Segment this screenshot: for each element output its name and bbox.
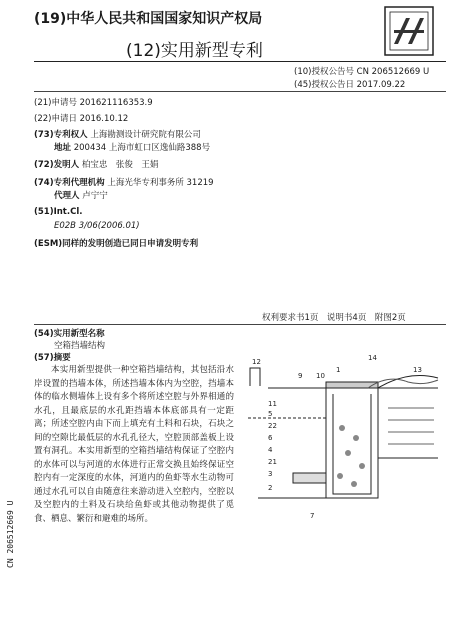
name-label: (54)实用新型名称 <box>34 329 105 339</box>
figure-label: 13 <box>413 366 422 374</box>
document-type-title: (12)实用新型专利 <box>126 41 263 61</box>
figure-label: 11 <box>268 400 277 408</box>
figure-label: 5 <box>268 410 273 418</box>
esm-note <box>34 237 198 249</box>
side-document-code: CN 206512669 U <box>6 500 15 568</box>
holder-value: 上海勘测设计研究院有限公司 <box>90 130 201 140</box>
figure-label: 2 <box>268 484 273 492</box>
figure-label: 7 <box>310 512 315 520</box>
utility-model-name <box>34 327 105 339</box>
section-rule <box>34 91 446 92</box>
inventors <box>34 158 158 170</box>
retaining-wall-figure <box>238 348 448 548</box>
figure-label: 3 <box>268 470 273 478</box>
patent-agency <box>34 176 214 188</box>
abstract-heading <box>34 351 71 363</box>
esm-note-text: (ESM)同样的发明创造已同日申请发明专利 <box>34 239 199 249</box>
patent-holder <box>34 128 201 140</box>
figure-label: 14 <box>368 354 377 362</box>
ipc-label-text: (51)Int.Cl. <box>34 207 83 217</box>
figure-label: 4 <box>268 446 273 454</box>
inventors-value: 柏宝忠 张俊 王娟 <box>81 160 159 170</box>
figure-label: 6 <box>268 434 273 442</box>
application-number: (21)申请号 201621116353.9 <box>34 98 153 108</box>
figure-label: 22 <box>268 422 277 430</box>
figure-label: 10 <box>316 372 325 380</box>
ipc-code: E02B 3/06(2006.01) <box>54 221 140 231</box>
figure-label: 9 <box>298 372 303 380</box>
figure-label: 21 <box>268 458 277 466</box>
abstract-label: (57)摘要 <box>34 353 71 363</box>
inventors-label: (72)发明人 <box>34 160 80 170</box>
page-count: 权利要求书1页 说明书4页 附图2页 <box>262 313 406 323</box>
agency-label: (74)专利代理机构 <box>34 178 105 188</box>
issuer-header: (19)中华人民共和国国家知识产权局 <box>34 11 263 27</box>
utility-model-title: 空箱挡墙结构 <box>54 341 106 351</box>
publication-date: (45)授权公告日 2017.09.22 <box>294 80 406 90</box>
figure-drawing <box>248 368 438 498</box>
agent-label: 代理人 <box>54 191 80 201</box>
ipc-label <box>34 207 83 217</box>
header-rule <box>34 61 446 62</box>
publication-number: (10)授权公告号 CN 206512669 U <box>294 67 430 77</box>
agency-value: 上海光华专利事务所 31219 <box>107 178 214 188</box>
address-value: 200434 上海市虹口区逸仙路388号 <box>73 143 211 153</box>
abstract-rule <box>34 324 446 325</box>
abstract-body: 本实用新型提供一种空箱挡墙结构，其包括沿水岸设置的挡墙本体，所述挡墙本体内为空腔，挡墙本体的临水侧墙体上设有多个将所述空腔与外界相通的水孔，且最底层的水孔距挡墙本体底部具有一定距离；所述空腔内由下而上填充有土料和石块，石块之间的空隙比最低层的水孔孔径大，空腔顶部盖板上设置有洞孔。本实用新型的空箱挡墙结构保证了空腔内的水体可以与河道的水体进行正常交换且始终保证空腔内有一定深度的水体，河道内的鱼虾等水生动物可通过水孔可以自由随意往来游动进入空腔内，空腔以及空腔内的土料及石块给鱼虾或其他动物提供了觅食、栖息、繁衍和避难的场所。 <box>34 365 234 524</box>
figure-label: 1 <box>336 366 341 374</box>
figure-label: 12 <box>252 358 261 366</box>
holder-label: (73)专利权人 <box>34 130 88 140</box>
holder-address <box>54 141 210 153</box>
address-label: 地址 <box>54 143 72 153</box>
application-date: (22)申请日 2016.10.12 <box>34 114 129 124</box>
patent-agent <box>54 189 108 201</box>
agent-value: 卢宁宁 <box>82 191 108 201</box>
cnipa-logo-icon <box>384 6 434 56</box>
